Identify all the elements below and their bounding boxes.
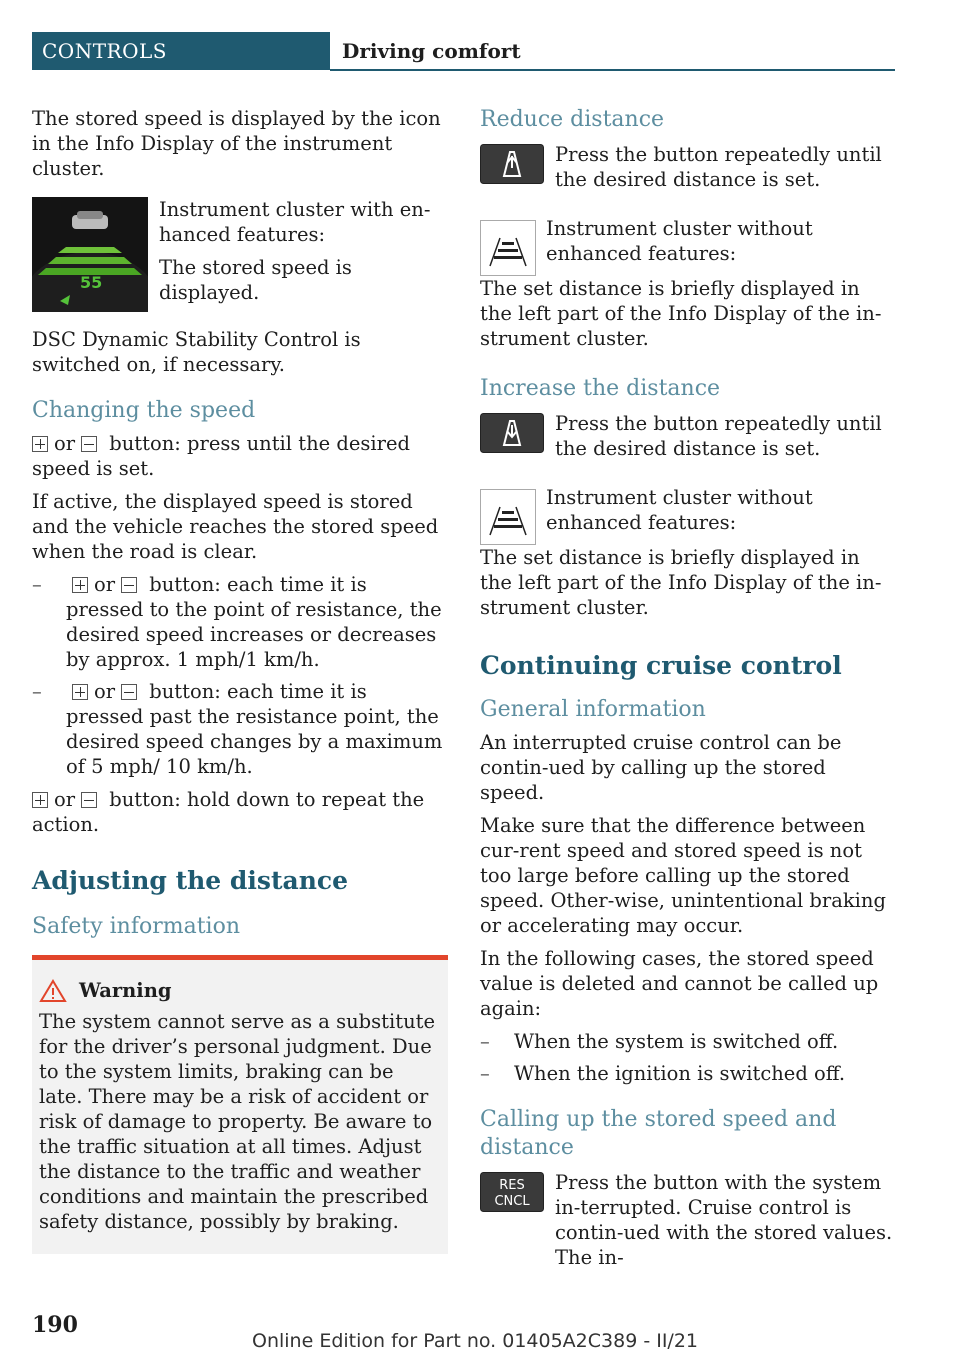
heading-reduce-distance: Reduce distance — [480, 107, 665, 132]
heading-general-information: General information — [480, 697, 706, 722]
heading-safety-information: Safety information — [32, 914, 240, 939]
distance-bars-icon — [480, 489, 536, 545]
edition-footer: Online Edition for Part no. 01405A2C389 - II/21 — [252, 1330, 699, 1352]
header-rule — [330, 69, 895, 71]
warning-box — [32, 955, 448, 1254]
increase-cluster-text-2: The set distance is briefly displayed in the left part of the Info Display of the in-strument cluster. — [480, 546, 882, 619]
list-item: – or button: each time it is pressed to the point of resistance, the desired speed increases or decreases by approx. 1 mph/1 km/h. — [32, 572, 448, 672]
warning-icon — [39, 979, 67, 1003]
general-text-3: In the following cases, the stored speed value is deleted and cannot be called up again: — [480, 947, 879, 1020]
plus-button-icon — [32, 436, 48, 452]
cluster-speed: 55 — [80, 273, 103, 292]
header-title: Driving comfort — [342, 39, 521, 63]
instrument-cluster-icon — [32, 197, 148, 312]
res-cncl-button-icon — [480, 1172, 544, 1212]
reduce-button-row — [480, 142, 896, 200]
heading-increase-distance: Increase the distance — [480, 376, 721, 401]
minus-button-icon — [81, 436, 97, 452]
svg-text:RES: RES — [499, 1178, 525, 1193]
general-text-1: An interrupted cruise control can be contin-ued by calling up the stored speed. — [480, 731, 842, 804]
increase-button-text: Press the button repeatedly until the desired distance is set. — [555, 412, 882, 460]
heading-calling-stored-speed: Calling up the stored speed and distance — [480, 1107, 837, 1160]
plus-button-icon — [32, 792, 48, 808]
active-paragraph: If active, the displayed speed is stored and the vehicle reaches the stored speed when the road is clear. — [32, 490, 439, 563]
reduce-button-text: Press the button repeatedly until the desired distance is set. — [555, 143, 882, 191]
warning-title: Warning — [39, 978, 441, 1003]
res-button-row — [480, 1170, 896, 1278]
list-item: – When the system is switched off. — [480, 1029, 896, 1054]
increase-button-row — [480, 411, 896, 469]
reduce-cluster-text-2: The set distance is briefly displayed in the left part of the Info Display of the in-strument cluster. — [480, 277, 882, 350]
header-section: CONTROLS — [32, 32, 330, 70]
heading-continuing-cruise-control: Continuing cruise control — [480, 651, 842, 680]
distance-bars-icon — [480, 220, 536, 276]
reduce-cluster-row — [480, 216, 896, 276]
right-column — [480, 106, 896, 1288]
list-item: – When the ignition is switched off. — [480, 1061, 896, 1086]
plus-button-icon — [72, 577, 88, 593]
warning-text: The system cannot serve as a substitute for the driver’s personal judgment. Due to the system limits, braking can be late. There may be a risk of accident or risk of damage to property. Be aware to the traffic situation at all times. Adjust the distance to the traffic and weather conditions and maintain the prescribed safety distance, possibly by braking. — [39, 1010, 436, 1233]
heading-changing-speed: Changing the speed — [32, 398, 256, 423]
svg-text:CNCL: CNCL — [494, 1194, 530, 1209]
reduce-distance-button-icon — [480, 144, 544, 184]
intro-paragraph: The stored speed is displayed by the icon in the Info Display of the instrument cluster. — [32, 107, 441, 180]
cluster-figure — [32, 197, 448, 313]
increase-distance-button-icon — [480, 413, 544, 453]
figure-caption-2: The stored speed is displayed. — [159, 256, 352, 304]
deleted-cases-list — [480, 1029, 896, 1086]
figure-caption-1: Instrument cluster with en-hanced features: — [159, 198, 431, 246]
hold-paragraph: or button: hold down to repeat the action. — [32, 788, 425, 836]
minus-button-icon — [81, 792, 97, 808]
res-button-text: Press the button with the system in-terrupted. Cruise control is contin-ued with the stored values. The in- — [555, 1171, 893, 1269]
plus-button-icon — [72, 684, 88, 700]
left-column — [32, 106, 448, 1254]
heading-adjusting-distance: Adjusting the distance — [32, 866, 349, 895]
minus-button-icon — [121, 684, 137, 700]
increase-cluster-text-1: Instrument cluster without enhanced features: — [546, 486, 813, 534]
list-item: – or button: each time it is pressed past the resistance point, the desired speed changes by a maximum of 5 mph/ 10 km/h. — [32, 679, 448, 779]
speed-list — [32, 572, 448, 779]
general-text-2: Make sure that the difference between cur-rent speed and stored speed is not too large before calling up the stored speed. Other-wise, unintentional braking or accelerating may occur. — [480, 814, 886, 937]
dsc-paragraph: DSC Dynamic Stability Control is switched on, if necessary. — [32, 328, 361, 376]
minus-button-icon — [121, 577, 137, 593]
page-number: 190 — [32, 1312, 78, 1338]
reduce-cluster-text-1: Instrument cluster without enhanced features: — [546, 217, 813, 265]
press-paragraph: or button: press until the desired speed is set. — [32, 432, 410, 480]
increase-cluster-row — [480, 485, 896, 545]
